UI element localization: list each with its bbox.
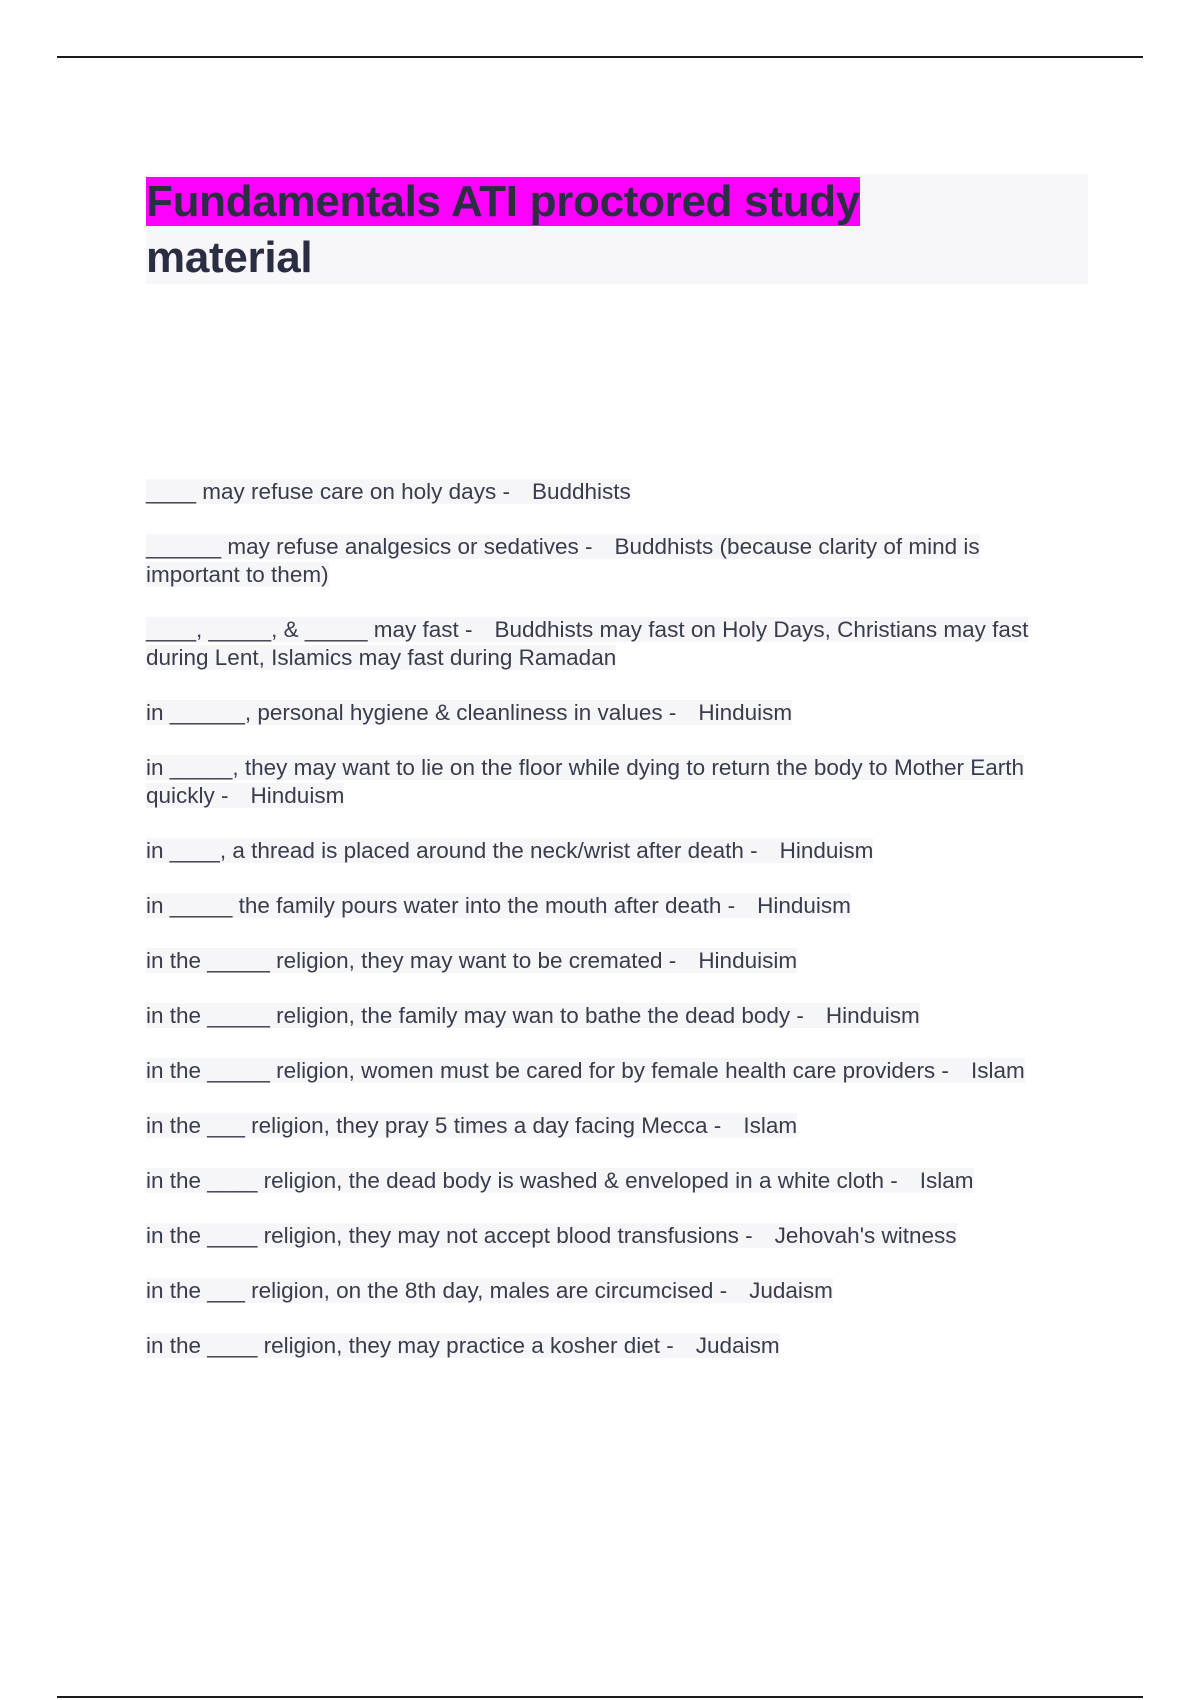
document-title (146, 174, 1088, 286)
title-highlighted: Fundamentals ATI proctored study (146, 177, 861, 226)
answer: Buddhists (531, 479, 631, 504)
top-rule (57, 56, 1143, 58)
answer: Islam (919, 1168, 974, 1193)
list-item (146, 478, 1076, 506)
list-item (146, 1112, 1076, 1140)
question: ____, _____, & _____ may fast - (146, 617, 473, 642)
list-item (146, 837, 1076, 865)
question: in the ____ religion, they may practice a kosher diet - (146, 1333, 674, 1358)
question: in ______, personal hygiene & cleanliness in values - (146, 700, 677, 725)
answer: Hinduism (825, 1003, 920, 1028)
title-rest: material (146, 233, 313, 282)
answer: Islam (743, 1113, 798, 1138)
list-item (146, 1222, 1076, 1250)
question: in _____, they may want to lie on the floor while dying to return the body to Mother Earth quickly - (146, 755, 1025, 808)
list-item (146, 754, 1076, 810)
answer: Buddhists (because clarity of mind is important to them) (146, 534, 980, 587)
answer: Buddhists may fast on Holy Days, Christians may fast during Lent, Islamics may fast during Ramadan (146, 617, 1029, 670)
list-item (146, 699, 1076, 727)
answer: Judaism (695, 1333, 780, 1358)
question: ____ may refuse care on holy days - (146, 479, 510, 504)
answer: Jehovah's witness (774, 1223, 957, 1248)
answer: Hinduisim (698, 948, 798, 973)
list-item (146, 1332, 1076, 1360)
list-item (146, 947, 1076, 975)
question: in the ____ religion, the dead body is washed & enveloped in a white cloth - (146, 1168, 898, 1193)
list-item (146, 616, 1076, 672)
question: in _____ the family pours water into the mouth after death - (146, 893, 736, 918)
qa-list (146, 478, 1076, 1387)
title-block (146, 174, 1088, 284)
question: in the ___ religion, they pray 5 times a day facing Mecca - (146, 1113, 722, 1138)
list-item (146, 1057, 1076, 1085)
answer: Hinduism (757, 893, 851, 918)
question: in the _____ religion, the family may wan to bathe the dead body - (146, 1003, 804, 1028)
answer: Hinduism (779, 838, 874, 863)
question: in the ___ religion, on the 8th day, males are circumcised - (146, 1278, 728, 1303)
question: in the _____ religion, they may want to be cremated - (146, 948, 677, 973)
answer: Hinduism (698, 700, 793, 725)
list-item (146, 533, 1076, 589)
question: in the _____ religion, women must be cared for by female health care providers - (146, 1058, 949, 1083)
answer: Islam (970, 1058, 1025, 1083)
list-item (146, 1277, 1076, 1305)
bottom-rule (57, 1696, 1143, 1698)
list-item (146, 892, 1076, 920)
question: in ____, a thread is placed around the neck/wrist after death - (146, 838, 758, 863)
question: ______ may refuse analgesics or sedatives - (146, 534, 593, 559)
answer: Judaism (749, 1278, 833, 1303)
question: in the ____ religion, they may not accept blood transfusions - (146, 1223, 753, 1248)
list-item (146, 1167, 1076, 1195)
answer: Hinduism (250, 783, 345, 808)
list-item (146, 1002, 1076, 1030)
